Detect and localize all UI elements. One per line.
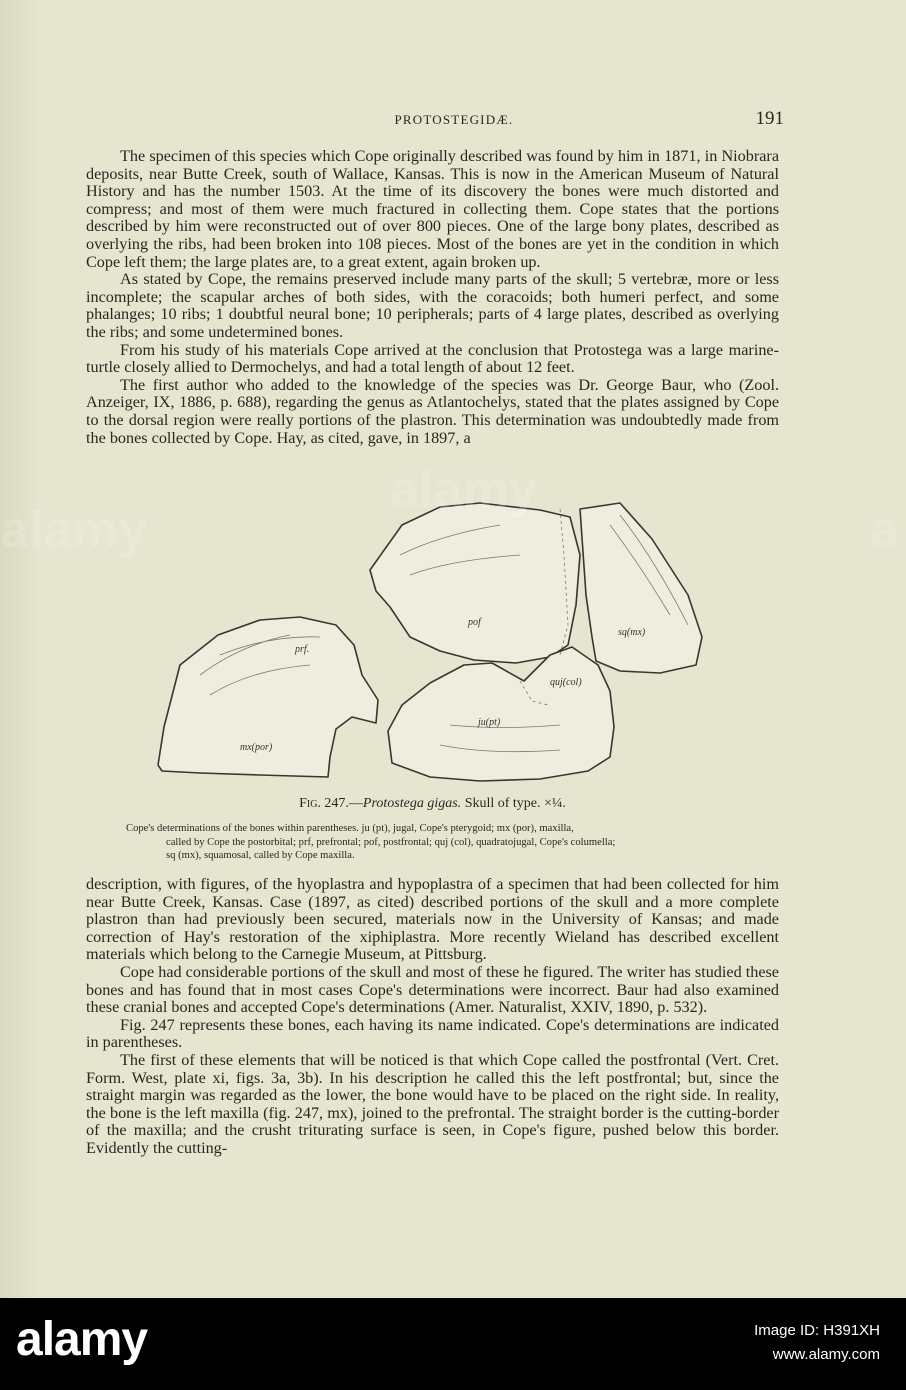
label-mx: mx(por) — [240, 742, 273, 753]
skull-outline-right — [580, 503, 702, 673]
figure-legend — [126, 822, 786, 863]
paragraph: description, with figures, of the hyoplastra and hypoplastra of a specimen that had been collected for him near Butte Creek, Kansas. Case (1897, as cited) described portions of the skull and a more complete plastron than had previously been secured, materials now in the University of Kansas; and made correction of Hay's restoration of the xiphiplastra. More recently Wieland has described excellent materials which belong to the Carnegie Museum, at Pittsburg. — [86, 875, 779, 964]
caption-rest: Skull of type. ×¼. — [461, 796, 566, 811]
paragraph: From his study of his materials Cope arrived at the conclusion that Protostega was a large marine-turtle closely allied to Dermochelys, and had a total length of about 12 feet. — [86, 340, 779, 377]
label-sq: sq(mx) — [618, 627, 646, 638]
skull-drawing — [140, 495, 740, 795]
skull-figure — [140, 495, 740, 795]
alamy-logo: alamy — [16, 1313, 148, 1366]
paragraph: As stated by Cope, the remains preserved include many parts of the skull; 5 vertebræ, more or less incomplete; the scapular arches of both sides, with the coracoids; both humeri perfect, and some phalanges; 10 ribs; 1 doubtful neural bone; 10 peripherals; parts of 4 large plates, described as overlying the ribs; and some undetermined bones. — [86, 270, 779, 341]
site-url: www.alamy.com — [772, 1346, 880, 1363]
paragraph: The specimen of this species which Cope originally described was found by him in 1871, in Niobrara deposits, near Butte Creek, south of Wallace, Kansas. This is now in the American Museum of Natural History and has the number 1503. At the time of its discovery the bones were much distorted and compress; and most of them were much fractured in collecting them. Cope states that the portions described by him were reconstructed out of over 800 pieces. One of the large bony plates, described as overlying the ribs, had been broken into 108 pieces. Most of the bones are yet in the condition in which Cope left them; the large plates are, to a great extent, again broken up. — [86, 147, 779, 271]
paragraph: Cope had considerable portions of the skull and most of these he figured. The writer has studied these bones and has found that in most cases Cope's determinations were incorrect. Baur had also examined these cranial bones and accepted Cope's determinations (Amer. Naturalist, XXIV, 1890, p. 532). — [86, 962, 779, 1017]
page-header — [118, 106, 790, 130]
paragraph: The first of these elements that will be noticed is that which Cope called the postfrontal (Vert. Cret. Form. West, plate xi, figs. 3a, 3b). In his description he called this the left postfrontal; but, since the straight margin was regarded as the lower, the bone would have to be placed on the right side. In reality, the bone is the left maxilla (fig. 247, mx), joined to the prefrontal. The straight border is the cutting-border of the maxilla; and the crusht triturating surface is seen, in Cope's figure, pushed below this border. Evidently the cutting- — [86, 1050, 779, 1157]
skull-outline-lower — [388, 647, 614, 781]
page-number: 191 — [755, 108, 784, 129]
legend-line: sq (mx), squamosal, called by Cope maxilla. — [166, 850, 355, 861]
body-text-top — [86, 148, 779, 447]
skull-outline-center — [370, 503, 580, 663]
label-pof: pof — [468, 617, 481, 628]
paragraph: The first author who added to the knowledge of the species was Dr. George Baur, who (Zool. Anzeiger, IX, 1886, p. 688), regarding the genus as Atlantochelys, stated that the plates assigned by Cope to the dorsal region were really portions of the plastron. This determination was undoubtedly made from the bones collected by Cope. Hay, as cited, gave, in 1897, a — [86, 375, 779, 447]
legend-line: called by Cope the postorbital; prf, prefrontal; pof, postfrontal; quj (col), quadratojugal, Cope's columella; — [166, 836, 616, 848]
stock-footer — [0, 1298, 906, 1390]
legend-line: Cope's determinations of the bones within parentheses. ju (pt), jugal, Cope's pterygoid; mx (por), maxilla, — [126, 823, 574, 834]
caption-fig-number: Fig. 247. — [299, 796, 349, 811]
body-text-bottom — [86, 876, 779, 1158]
page-gutter-shadow — [0, 0, 40, 1298]
paragraph: Fig. 247 represents these bones, each having its name indicated. Cope's determinations are indicated in parentheses. — [86, 1015, 779, 1052]
figure-caption — [86, 796, 779, 812]
caption-dash: — — [348, 796, 363, 811]
caption-species: Protostega gigas. — [362, 796, 462, 811]
label-prf: prf. — [295, 644, 310, 655]
running-head: PROTOSTEGIDÆ. — [394, 112, 514, 127]
label-quj: quj(col) — [550, 677, 582, 688]
label-ju: ju(pt) — [478, 717, 501, 728]
image-id: Image ID: H391XH — [754, 1322, 880, 1339]
